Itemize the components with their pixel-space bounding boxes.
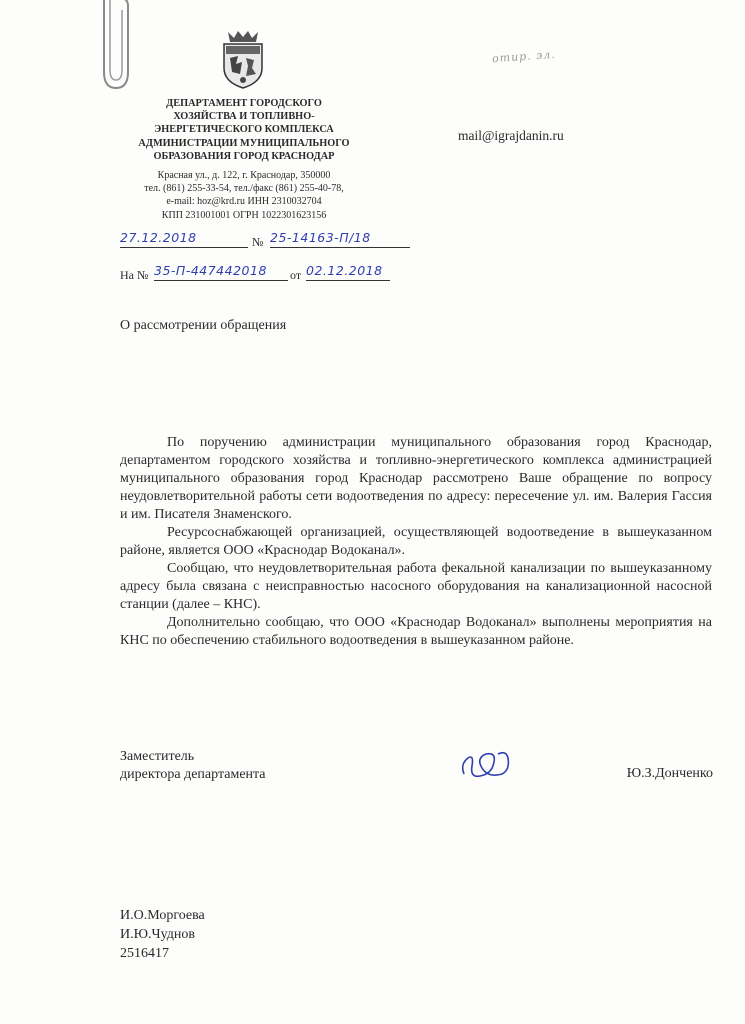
signer-name: Ю.З.Донченко <box>626 766 713 781</box>
body-paragraph: Дополнительно сообщаю, что ООО «Краснодар Водоканал» выполнены мероприятия на КНС по обеспечению стабильного водоотведения в вышеуказанном районе. <box>120 615 712 648</box>
department-address <box>110 169 378 222</box>
address-line: Красная ул., д. 122, г. Краснодар, 350000 <box>157 170 331 181</box>
letter-subject: О рассмотрении обращения <box>120 318 287 333</box>
signer-position <box>120 748 266 784</box>
reference-date-field <box>306 264 390 281</box>
reference-from-label: от <box>290 268 302 282</box>
address-line: тел. (861) 255-33-54, тел./факс (861) 255-40-78, <box>144 183 344 195</box>
body-paragraph: Сообщаю, что неудовлетворительная работа фекальной канализации по вышеуказанному адресу была связана с неисправностью насосного оборудования на канализационной насосной станции (далее – КНС). <box>120 561 712 612</box>
registration-number-field <box>270 231 410 248</box>
executor-phone: 2516417 <box>120 946 169 961</box>
registration-number: 25-14163-П/18 <box>270 230 371 245</box>
reference-number: 35-П-447442018 <box>154 263 267 278</box>
department-line: ДЕПАРТАМЕНТ ГОРОДСКОГО <box>166 98 322 109</box>
registration-line <box>120 232 410 252</box>
executor-line: И.О.Моргоева <box>120 908 205 923</box>
registration-date-field <box>120 231 248 248</box>
department-line: АДМИНИСТРАЦИИ МУНИЦИПАЛЬНОГО <box>138 137 350 149</box>
paperclip-icon <box>96 0 136 100</box>
registration-date: 27.12.2018 <box>120 230 197 245</box>
coat-of-arms-icon <box>218 28 268 90</box>
reference-date: 02.12.2018 <box>306 263 383 278</box>
recipient-email: mail@igrajdanin.ru <box>458 128 564 143</box>
reference-label: На № <box>120 268 149 282</box>
department-line: ЭНЕРГЕТИЧЕСКОГО КОМПЛЕКСА <box>154 124 334 136</box>
department-name <box>118 97 370 163</box>
body-paragraph: Ресурсоснабжающей организацией, осуществляющей водоотведение в вышеуказанном районе, является ООО «Краснодар Водоканал». <box>120 525 712 558</box>
executor-line: И.Ю.Чуднов <box>120 927 195 942</box>
executors-block <box>120 906 205 963</box>
department-line: ХОЗЯЙСТВА И ТОПЛИВНО- <box>173 111 315 123</box>
reference-line <box>120 265 390 285</box>
address-line: КПП 231001001 ОГРН 1022301623156 <box>161 209 327 221</box>
signer-position-line: директора департамента <box>120 767 266 782</box>
registration-number-label: № <box>252 235 264 249</box>
handwritten-signature-icon <box>458 744 514 784</box>
body-paragraph: По поручению администрации муниципального образования город Краснодар, департаментом городского хозяйства и топливно-энергетического комплекса администрацией муниципального образования город Краснодар рассмотрено Ваше обращение по вопросу неудовлетворительной работы сети водоотведения по адресу: пересечение ул. им. Валерия Гассия и им. Писателя Знаменского. <box>120 435 712 522</box>
department-line: ОБРАЗОВАНИЯ ГОРОД КРАСНОДАР <box>153 150 335 162</box>
address-line: e-mail: hoz@krd.ru ИНН 2310032704 <box>166 196 322 208</box>
handwritten-note: отир. эл. <box>491 47 557 66</box>
signer-position-line: Заместитель <box>120 749 195 764</box>
reference-number-field <box>154 264 288 281</box>
letter-body <box>120 434 712 650</box>
